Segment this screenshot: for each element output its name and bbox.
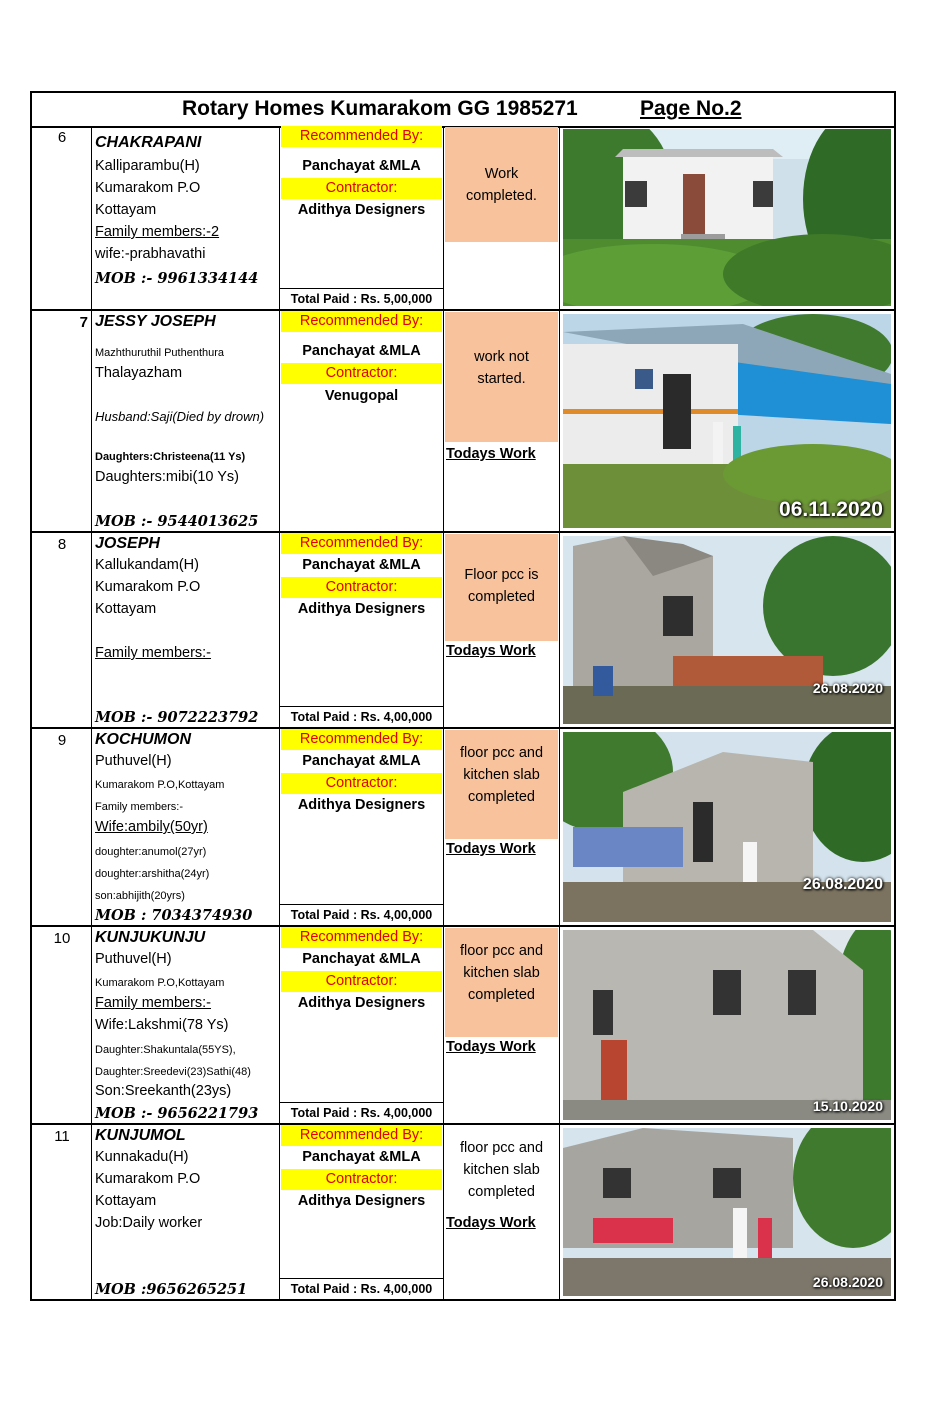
- photo-cell: [560, 927, 894, 1123]
- contractor-name: Adithya Designers: [297, 995, 426, 1011]
- address-line: Kumarakom P.O,Kottayam: [95, 977, 225, 989]
- status-cell: [444, 1125, 560, 1299]
- photo-cell: [560, 729, 894, 925]
- status-cell: [444, 927, 560, 1123]
- status-text: floor pcc and: [459, 1140, 544, 1156]
- beneficiary-name: KOCHUMON: [95, 731, 191, 748]
- beneficiary-info: [92, 533, 280, 727]
- house-photo: [563, 1128, 891, 1296]
- address-line: Puthuvel(H): [95, 951, 172, 967]
- recommendation-cell: [280, 311, 444, 531]
- beneficiary-name: KUNJUMOL: [95, 1127, 186, 1144]
- recommended-by-label: Recommended By:: [281, 729, 442, 750]
- todays-work-link[interactable]: Todays Work: [446, 1215, 536, 1231]
- mobile-number: MOB :9656265251: [95, 1281, 248, 1298]
- recommendation-cell: [280, 927, 444, 1123]
- photo-date: 26.08.2020: [812, 680, 883, 696]
- total-paid: Total Paid : Rs. 4,00,000: [280, 706, 443, 727]
- contractor-name: Venugopal: [324, 388, 399, 404]
- status-box: [445, 928, 558, 1037]
- contractor-label: Contractor:: [281, 363, 442, 384]
- total-paid: Total Paid : Rs. 4,00,000: [280, 1102, 443, 1123]
- recommendation-cell: [280, 126, 444, 309]
- status-cell: [444, 311, 560, 531]
- status-text: completed.: [466, 188, 537, 204]
- address-line: Kallukandam(H): [95, 557, 199, 573]
- house-photo: [563, 732, 891, 922]
- family-line: Daughters:mibi(10 Ys): [95, 469, 239, 485]
- address-line: Kottayam: [95, 202, 157, 218]
- row-number: 11: [54, 1128, 70, 1145]
- contractor-name: Adithya Designers: [297, 1193, 426, 1209]
- recommended-by-label: Recommended By:: [281, 126, 442, 147]
- contractor-name: Adithya Designers: [297, 601, 426, 617]
- status-cell: [444, 729, 560, 925]
- todays-work-link[interactable]: Todays Work: [446, 643, 536, 659]
- row-number: 6: [57, 129, 67, 146]
- page-title: Rotary Homes Kumarakom GG 1985271: [182, 97, 578, 120]
- recommended-by-label: Recommended By:: [281, 533, 442, 554]
- address-line: Thalayazham: [95, 365, 183, 381]
- status-box: [445, 730, 558, 839]
- house-photo: [563, 129, 891, 306]
- total-paid: Total Paid : Rs. 4,00,000: [280, 1278, 443, 1299]
- recommender: Panchayat &MLA: [302, 951, 421, 967]
- recommended-by-label: Recommended By:: [281, 927, 442, 948]
- address-line: Kottayam: [95, 601, 157, 617]
- status-text: completed: [468, 589, 535, 605]
- recommended-by-label: Recommended By:: [281, 1125, 442, 1146]
- family-line: doughter:arshitha(24yr): [95, 868, 210, 880]
- status-box: [445, 312, 558, 442]
- family-line: Wife:Lakshmi(78 Ys): [95, 1017, 229, 1033]
- beneficiary-info: [92, 1125, 280, 1299]
- row-number: 9: [57, 732, 67, 749]
- photo-date: 06.11.2020: [779, 498, 883, 521]
- status-box: [445, 534, 558, 641]
- todays-work-link[interactable]: Todays Work: [446, 841, 536, 857]
- family-line: wife:-prabhavathi: [95, 246, 206, 262]
- contractor-label: Contractor:: [281, 971, 442, 992]
- contractor-label: Contractor:: [281, 178, 442, 199]
- family-line: Daughter:Shakuntala(55YS),: [95, 1044, 236, 1056]
- todays-work-link[interactable]: Todays Work: [446, 1039, 536, 1055]
- status-text: kitchen slab: [463, 767, 540, 783]
- status-box: [445, 127, 558, 242]
- house-photo: [563, 536, 891, 724]
- family-line: Husband:Saji(Died by drown): [95, 409, 265, 424]
- family-line: Daughters:Christeena(11 Ys): [95, 451, 246, 463]
- family-line: Son:Sreekanth(23ys): [95, 1083, 232, 1099]
- status-cell: [444, 533, 560, 727]
- mobile-number: MOB :- 9961334144: [95, 270, 259, 287]
- address-line: Kottayam: [95, 1193, 157, 1209]
- family-line: Wife:ambily(50yr): [95, 819, 208, 835]
- page-number: Page No.2: [640, 97, 742, 120]
- contractor-label: Contractor:: [281, 577, 442, 598]
- photo-cell: [560, 126, 894, 309]
- row-number: 8: [57, 536, 67, 553]
- address-line: Kunnakadu(H): [95, 1149, 189, 1165]
- status-text: Floor pcc is: [464, 567, 539, 583]
- status-text: started.: [477, 371, 526, 387]
- mobile-number: MOB :- 9656221793: [95, 1105, 259, 1122]
- status-text: floor pcc and: [459, 943, 544, 959]
- todays-work-link[interactable]: Todays Work: [446, 446, 536, 462]
- table-row: [32, 311, 894, 533]
- row-number: 7: [79, 314, 88, 331]
- address-line: Kumarakom P.O: [95, 1171, 201, 1187]
- status-text: completed: [468, 1184, 535, 1200]
- status-text: work not: [474, 349, 529, 365]
- address-line: Mazhthuruthil Puthenthura: [95, 347, 225, 359]
- beneficiary-name: KUNJUKUNJU: [95, 929, 206, 946]
- beneficiary-info: [92, 927, 280, 1123]
- table-row: [32, 927, 894, 1125]
- address-line: Kumarakom P.O: [95, 579, 201, 595]
- address-line: Puthuvel(H): [95, 753, 172, 769]
- recommender: Panchayat &MLA: [302, 557, 421, 573]
- family-members: Family members:-: [95, 801, 184, 813]
- status-text: kitchen slab: [463, 1162, 540, 1178]
- family-members: Family members:-: [95, 995, 212, 1011]
- total-paid: Total Paid : Rs. 4,00,000: [280, 904, 443, 925]
- row-number: 10: [53, 930, 71, 947]
- family-members: Family members:-: [95, 645, 212, 661]
- mobile-number: MOB :- 9072223792: [95, 709, 259, 726]
- photo-date: 15.10.2020: [812, 1098, 883, 1114]
- house-photo: [563, 930, 891, 1120]
- beneficiary-table: [30, 91, 896, 1301]
- recommended-by-label: Recommended By:: [281, 311, 442, 332]
- photo-date: 26.08.2020: [812, 1274, 883, 1290]
- recommendation-cell: [280, 1125, 444, 1299]
- title-row: [32, 93, 894, 128]
- recommender: Panchayat &MLA: [302, 343, 421, 359]
- photo-cell: [560, 1125, 894, 1299]
- family-line: doughter:anumol(27yr): [95, 846, 207, 858]
- photo-date: 26.08.2020: [802, 876, 883, 893]
- status-text: kitchen slab: [463, 965, 540, 981]
- status-text: Work: [484, 166, 519, 182]
- beneficiary-name: JOSEPH: [95, 535, 160, 552]
- total-paid: Total Paid : Rs. 5,00,000: [280, 288, 443, 309]
- house-photo: [563, 314, 891, 528]
- table-row: [32, 126, 894, 311]
- contractor-label: Contractor:: [281, 773, 442, 794]
- family-line: son:abhijith(20yrs): [95, 890, 185, 902]
- job-line: Job:Daily worker: [95, 1215, 203, 1231]
- table-row: [32, 533, 894, 729]
- family-line: Daughter:Sreedevi(23)Sathi(48): [95, 1066, 251, 1078]
- mobile-number: MOB :- 9544013625: [95, 513, 259, 530]
- beneficiary-info: [92, 729, 280, 925]
- recommender: Panchayat &MLA: [302, 753, 421, 769]
- beneficiary-name: JESSY JOSEPH: [95, 313, 216, 330]
- photo-cell: [560, 533, 894, 727]
- mobile-number: MOB : 7034374930: [95, 907, 253, 924]
- family-members: Family members:-2: [95, 224, 220, 240]
- recommender: Panchayat &MLA: [302, 1149, 421, 1165]
- address-line: Kalliparambu(H): [95, 158, 200, 174]
- recommender: Panchayat &MLA: [302, 158, 421, 174]
- address-line: Kumarakom P.O: [95, 180, 201, 196]
- status-text: completed: [468, 789, 535, 805]
- status-cell: [444, 126, 560, 309]
- recommendation-cell: [280, 729, 444, 925]
- status-text: floor pcc and: [459, 745, 544, 761]
- status-text: completed: [468, 987, 535, 1003]
- recommendation-cell: [280, 533, 444, 727]
- contractor-name: Adithya Designers: [297, 797, 426, 813]
- address-line: Kumarakom P.O,Kottayam: [95, 779, 225, 791]
- beneficiary-info: [92, 311, 280, 531]
- table-row: [32, 729, 894, 927]
- contractor-label: Contractor:: [281, 1169, 442, 1190]
- beneficiary-name: CHAKRAPANI: [95, 134, 202, 151]
- photo-cell: [560, 311, 894, 531]
- beneficiary-info: [92, 126, 280, 309]
- contractor-name: Adithya Designers: [297, 202, 426, 218]
- table-row: [32, 1125, 894, 1299]
